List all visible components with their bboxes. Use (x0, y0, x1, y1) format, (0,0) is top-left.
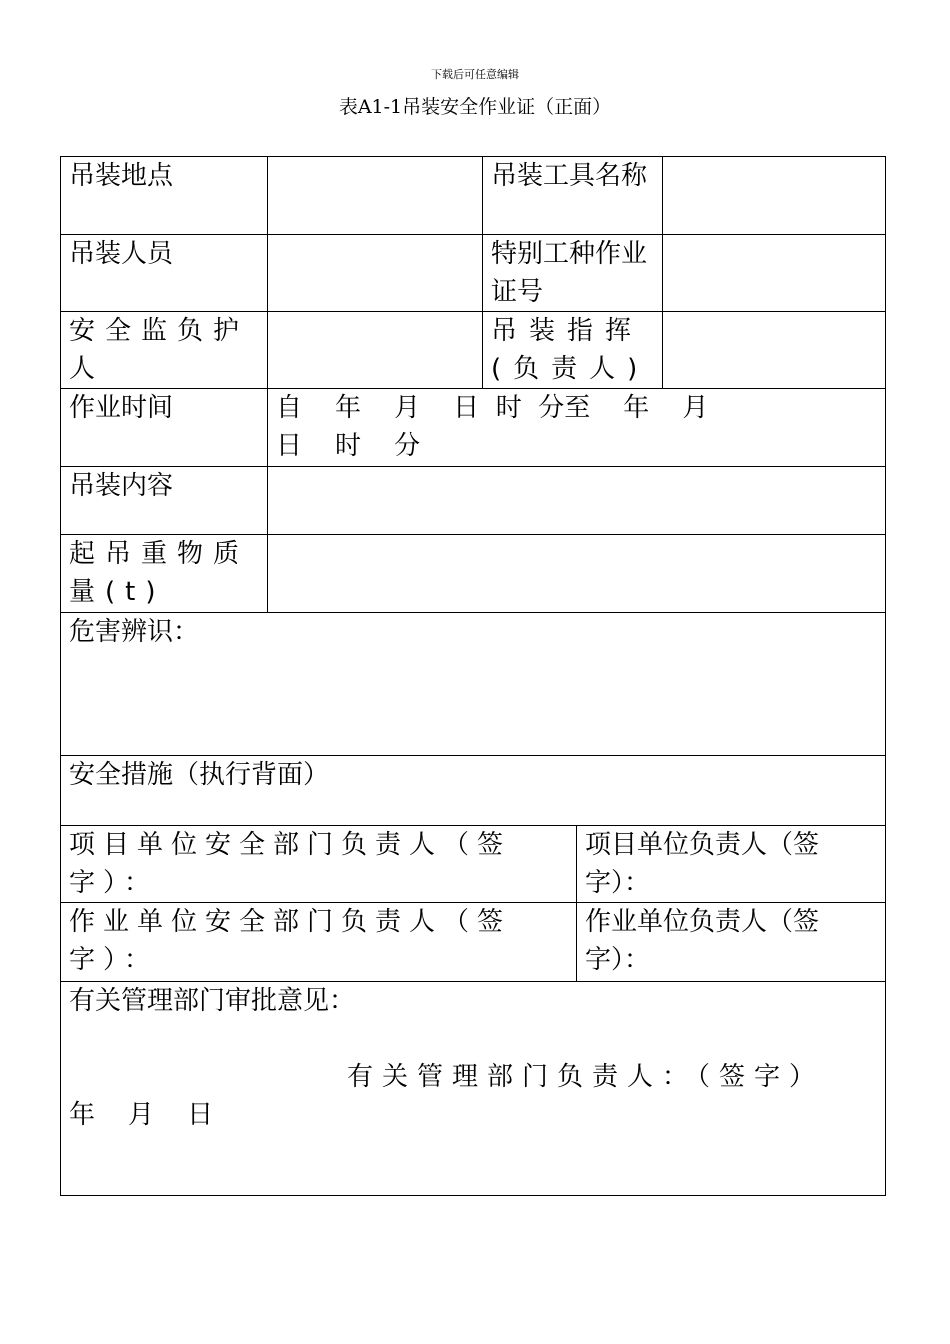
measures-section[interactable] (61, 756, 885, 826)
work-time-field[interactable] (268, 389, 885, 467)
hazard-label: 危害辨识： (69, 617, 200, 647)
work-time-line-1: 自 年 月 日 时 分至 年 月 (276, 393, 709, 423)
page-title: 表A1-1吊装安全作业证（正面） (338, 96, 612, 118)
approval-sign-line-1: 有关管理部门负责人：（签字） (347, 1062, 825, 1092)
work-safety-head-cell[interactable] (61, 903, 577, 982)
proj-safety-head-label: 项目单位安全部门负责人（签字）： (69, 830, 512, 898)
special-cert-label: 特别工种作业证号 (483, 235, 663, 312)
hazard-section[interactable] (61, 613, 885, 756)
safety-supervisor-label: 安全监负护人 (61, 312, 268, 389)
approval-sign-line-2: 年 月 日 (69, 1100, 214, 1130)
commander-field[interactable] (663, 312, 885, 389)
measures-label: 安全措施（执行背面） (69, 760, 330, 790)
proj-head-cell[interactable] (577, 826, 885, 903)
work-safety-head-label: 作业单位安全部门负责人（签字）： (69, 907, 512, 975)
special-cert-field[interactable] (663, 235, 885, 312)
content-label: 吊装内容 (61, 467, 268, 535)
location-field[interactable] (268, 157, 483, 235)
work-head-label: 作业单位负责人（签字）： (585, 907, 820, 975)
weight-label: 起吊重物质量(t) (61, 535, 268, 613)
personnel-field[interactable] (268, 235, 483, 312)
personnel-label: 吊装人员 (61, 235, 268, 312)
safety-supervisor-field[interactable] (268, 312, 483, 389)
lifting-permit-form (60, 156, 886, 1196)
work-head-cell[interactable] (577, 903, 885, 982)
location-label: 吊装地点 (61, 157, 268, 235)
commander-label: 吊装指挥(负责人) (483, 312, 663, 389)
proj-safety-head-cell[interactable] (61, 826, 577, 903)
work-time-label: 作业时间 (61, 389, 268, 467)
weight-field[interactable] (268, 535, 885, 613)
approval-label: 有关管理部门审批意见： (69, 986, 356, 1016)
work-time-line-2: 日 时 分 (276, 431, 421, 461)
tool-name-field[interactable] (663, 157, 885, 235)
tool-name-label: 吊装工具名称 (483, 157, 663, 235)
proj-head-label: 项目单位负责人（签字）： (585, 830, 820, 898)
approval-section[interactable] (61, 982, 885, 1195)
header-note: 下载后可任意编辑 (431, 68, 519, 81)
content-field[interactable] (268, 467, 885, 535)
